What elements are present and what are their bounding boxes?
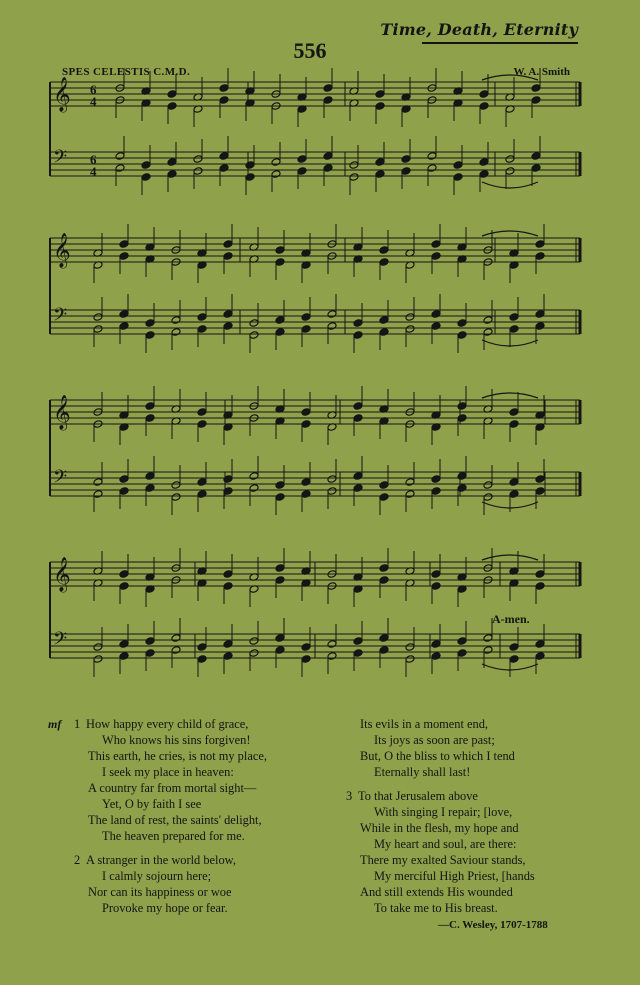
amen-label: A-men.: [492, 612, 530, 626]
verse-line: My merciful High Priest, [hands: [374, 869, 535, 883]
note-head: [531, 84, 541, 93]
note-head: [145, 414, 155, 423]
note-head: [275, 634, 285, 643]
note-head: [93, 643, 103, 652]
verse-line: 1 How happy every child of grace,: [74, 717, 249, 731]
note-head: [193, 167, 203, 176]
note-head: [119, 310, 129, 319]
note-head: [509, 408, 519, 417]
note-head: [401, 167, 411, 176]
note-head: [197, 490, 207, 499]
note-head: [275, 481, 285, 490]
verse-line: 2 A stranger in the world below,: [74, 853, 236, 867]
note-head: [483, 493, 493, 502]
note-head: [301, 420, 311, 429]
note-head: [405, 313, 415, 322]
note-head: [119, 652, 129, 661]
note-head: [457, 319, 467, 328]
verse-line: Eternally shall last!: [374, 765, 471, 779]
verse-line: While in the flesh, my hope and: [360, 821, 519, 835]
hymn-number: 556: [293, 38, 327, 63]
note-head: [323, 96, 333, 105]
note-head: [535, 322, 545, 331]
verse-line: But, O the bliss to which I tend: [360, 749, 515, 763]
note-head: [535, 240, 545, 249]
note-head: [431, 240, 441, 249]
verse-line: And still extends His wounded: [360, 885, 513, 899]
note-head: [171, 316, 181, 325]
verse-number: 3: [346, 789, 353, 803]
note-head: [457, 472, 467, 481]
note-head: [145, 402, 155, 411]
author-attribution: —C. Wesley, 1707-1788: [438, 919, 548, 931]
note-head: [535, 487, 545, 496]
note-head: [457, 414, 467, 423]
note-head: [301, 655, 311, 664]
note-head: [119, 582, 129, 591]
note-head: [531, 164, 541, 173]
note-head: [141, 161, 151, 170]
dynamic-marking: mf: [48, 717, 62, 731]
note-head: [145, 331, 155, 340]
note-head: [509, 490, 519, 499]
note-head: [167, 170, 177, 179]
note-head: [405, 643, 415, 652]
note-head: [323, 164, 333, 173]
note-head: [379, 634, 389, 643]
note-head: [115, 152, 125, 161]
note-head: [93, 325, 103, 334]
note-head: [119, 570, 129, 579]
note-head: [353, 319, 363, 328]
bass-clef: 𝄢: [53, 467, 68, 492]
note-head: [141, 173, 151, 182]
note-head: [119, 640, 129, 649]
note-head: [297, 155, 307, 164]
note-head: [509, 643, 519, 652]
note-head: [219, 164, 229, 173]
note-head: [509, 420, 519, 429]
note-head: [223, 322, 233, 331]
note-head: [401, 155, 411, 164]
note-head: [223, 652, 233, 661]
note-head: [453, 173, 463, 182]
time-signature-bottom: 4: [90, 94, 97, 109]
note-head: [223, 252, 233, 261]
treble-clef: 𝄞: [53, 557, 71, 592]
note-head: [509, 478, 519, 487]
note-head: [323, 152, 333, 161]
note-head: [223, 582, 233, 591]
note-head: [353, 637, 363, 646]
note-head: [249, 484, 259, 493]
note-head: [535, 652, 545, 661]
note-head: [479, 102, 489, 111]
verse-line: My heart and soul, are there:: [374, 837, 517, 851]
note-head: [535, 475, 545, 484]
note-head: [301, 325, 311, 334]
verse-line: Who knows his sins forgiven!: [102, 733, 251, 747]
note-head: [431, 570, 441, 579]
note-head: [509, 655, 519, 664]
note-head: [145, 319, 155, 328]
note-head: [223, 310, 233, 319]
verse-line: The land of rest, the saints' delight,: [88, 813, 262, 827]
verse-line: I calmly sojourn here;: [102, 869, 212, 883]
note-head: [379, 258, 389, 267]
treble-clef: 𝄞: [53, 233, 71, 268]
note-head: [531, 96, 541, 105]
note-head: [457, 331, 467, 340]
note-head: [249, 319, 259, 328]
note-head: [93, 313, 103, 322]
note-head: [375, 170, 385, 179]
note-head: [271, 158, 281, 167]
note-head: [327, 310, 337, 319]
note-head: [275, 646, 285, 655]
verse-line: This earth, he cries, is not my place,: [88, 749, 267, 763]
note-head: [223, 640, 233, 649]
verse-3: [348, 788, 618, 933]
note-head: [327, 475, 337, 484]
note-head: [431, 310, 441, 319]
note-head: [379, 493, 389, 502]
note-head: [275, 328, 285, 337]
note-head: [535, 582, 545, 591]
note-head: [505, 167, 515, 176]
note-head: [405, 478, 415, 487]
note-head: [171, 493, 181, 502]
note-head: [249, 649, 259, 658]
note-head: [193, 155, 203, 164]
note-head: [431, 582, 441, 591]
note-head: [275, 576, 285, 585]
note-head: [457, 402, 467, 411]
note-head: [119, 240, 129, 249]
note-head: [119, 475, 129, 484]
treble-clef: 𝄞: [53, 77, 71, 112]
note-head: [301, 643, 311, 652]
note-head: [197, 313, 207, 322]
note-head: [327, 652, 337, 661]
note-head: [457, 484, 467, 493]
verse-line: There my exalted Saviour stands,: [360, 853, 526, 867]
verses: [48, 716, 608, 931]
verse-2-continued: [348, 716, 618, 780]
verses-left-column: [48, 716, 338, 924]
note-head: [483, 634, 493, 643]
note-head: [171, 646, 181, 655]
tie-arc: [482, 393, 538, 398]
treble-clef: 𝄞: [53, 395, 71, 430]
note-head: [171, 328, 181, 337]
bass-clef: 𝄢: [53, 147, 68, 172]
note-head: [353, 484, 363, 493]
note-head: [223, 240, 233, 249]
note-head: [405, 490, 415, 499]
note-head: [197, 655, 207, 664]
note-head: [271, 170, 281, 179]
note-head: [145, 649, 155, 658]
note-head: [93, 478, 103, 487]
tie-arc: [482, 182, 538, 188]
note-head: [405, 655, 415, 664]
note-head: [301, 313, 311, 322]
note-head: [327, 487, 337, 496]
verse-number: 2: [74, 853, 81, 867]
note-head: [171, 634, 181, 643]
verse-number: 1: [74, 717, 81, 731]
note-head: [145, 472, 155, 481]
verse-line: Its evils in a moment end,: [360, 717, 489, 731]
note-head: [353, 402, 363, 411]
note-head: [275, 246, 285, 255]
note-head: [119, 252, 129, 261]
tie-arc: [482, 231, 538, 236]
note-head: [197, 420, 207, 429]
note-head: [249, 637, 259, 646]
note-head: [219, 96, 229, 105]
note-head: [431, 487, 441, 496]
note-head: [245, 161, 255, 170]
verse-line: To take me to His breast.: [374, 901, 498, 915]
note-head: [93, 490, 103, 499]
note-head: [379, 564, 389, 573]
note-head: [535, 640, 545, 649]
verse-line: The heaven prepared for me.: [102, 829, 245, 843]
note-head: [353, 649, 363, 658]
tune-name: SPES CELESTIS C.M.D.: [62, 66, 191, 78]
note-head: [119, 322, 129, 331]
note-head: [353, 331, 363, 340]
note-head: [197, 478, 207, 487]
note-head: [223, 570, 233, 579]
note-head: [479, 158, 489, 167]
composer: W. A. Smith: [513, 66, 570, 78]
tie-arc: [482, 75, 538, 80]
note-head: [275, 316, 285, 325]
note-head: [375, 102, 385, 111]
note-head: [427, 164, 437, 173]
note-head: [171, 481, 181, 490]
note-head: [167, 102, 177, 111]
note-head: [531, 152, 541, 161]
note-head: [197, 643, 207, 652]
note-head: [167, 90, 177, 99]
note-head: [249, 472, 259, 481]
note-head: [379, 646, 389, 655]
note-head: [379, 576, 389, 585]
note-head: [535, 310, 545, 319]
note-head: [327, 322, 337, 331]
note-head: [145, 484, 155, 493]
note-head: [115, 164, 125, 173]
note-head: [219, 84, 229, 93]
verse-line: 3 To that Jerusalem above: [346, 789, 478, 803]
verse-2: [48, 852, 338, 916]
time-signature-bottom: 4: [90, 164, 97, 179]
note-head: [245, 173, 255, 182]
note-head: [483, 481, 493, 490]
note-head: [353, 414, 363, 423]
note-head: [479, 170, 489, 179]
time-signature-top: 6: [90, 82, 97, 97]
note-head: [379, 246, 389, 255]
verse-line: I seek my place in heaven:: [102, 765, 234, 779]
note-head: [197, 408, 207, 417]
note-head: [535, 252, 545, 261]
note-head: [431, 475, 441, 484]
note-head: [483, 316, 493, 325]
note-head: [509, 313, 519, 322]
note-head: [275, 493, 285, 502]
verse-line: Nor can its happiness or woe: [88, 885, 232, 899]
note-head: [379, 481, 389, 490]
verse-line: Its joys as soon are past;: [374, 733, 495, 747]
note-head: [145, 637, 155, 646]
verses-right-column: [348, 716, 618, 941]
note-head: [349, 161, 359, 170]
note-head: [457, 649, 467, 658]
note-head: [297, 167, 307, 176]
time-signature-top: 6: [90, 152, 97, 167]
note-head: [479, 90, 489, 99]
bass-clef: 𝄢: [53, 305, 68, 330]
note-head: [483, 328, 493, 337]
note-head: [431, 652, 441, 661]
note-head: [119, 487, 129, 496]
verse-line: A country far from mortal sight—: [88, 781, 257, 795]
note-head: [405, 325, 415, 334]
note-head: [457, 637, 467, 646]
note-head: [431, 252, 441, 261]
note-head: [431, 322, 441, 331]
bass-clef: 𝄢: [53, 629, 68, 654]
note-head: [275, 258, 285, 267]
note-head: [219, 152, 229, 161]
note-head: [167, 158, 177, 167]
note-head: [379, 328, 389, 337]
note-head: [93, 655, 103, 664]
verse-line: With singing I repair; [love,: [374, 805, 513, 819]
note-head: [375, 158, 385, 167]
note-head: [427, 152, 437, 161]
tie-arc: [482, 555, 538, 560]
note-head: [535, 570, 545, 579]
section-title: Time, Death, Eternity: [380, 20, 578, 39]
note-head: [301, 490, 311, 499]
note-head: [379, 316, 389, 325]
verse-line: Provoke my hope or fear.: [102, 901, 228, 915]
verse-line: Yet, O by faith I see: [102, 797, 202, 811]
note-head: [375, 90, 385, 99]
note-head: [301, 478, 311, 487]
verse-1: [48, 716, 338, 844]
note-head: [453, 161, 463, 170]
note-head: [505, 155, 515, 164]
note-head: [431, 640, 441, 649]
note-head: [301, 408, 311, 417]
note-head: [323, 84, 333, 93]
note-head: [353, 472, 363, 481]
note-head: [483, 646, 493, 655]
note-head: [275, 564, 285, 573]
note-head: [349, 173, 359, 182]
note-head: [327, 640, 337, 649]
note-head: [197, 325, 207, 334]
note-head: [509, 325, 519, 334]
note-head: [249, 331, 259, 340]
